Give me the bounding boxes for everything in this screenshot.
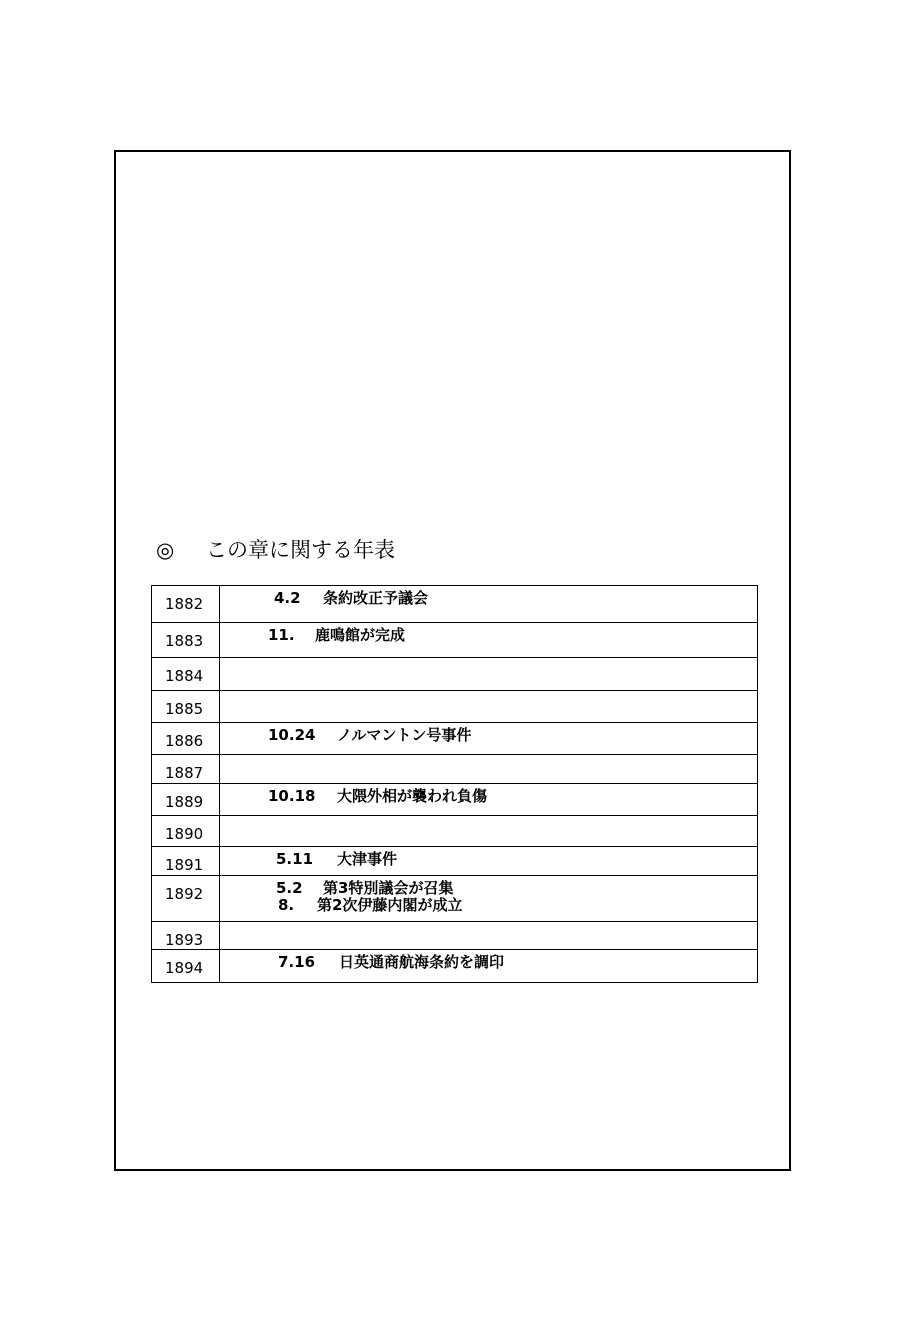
event-text: 条約改正予議会	[323, 589, 429, 607]
event-cell	[220, 876, 758, 922]
year-cell: 1889	[152, 784, 220, 816]
event-date: 10.24	[268, 726, 316, 744]
timeline-row	[152, 691, 758, 723]
event-line	[220, 788, 757, 805]
event-date: 4.2	[274, 589, 301, 607]
event-line	[220, 727, 757, 744]
event-line	[220, 880, 757, 897]
event-text: 日英通商航海条約を調印	[339, 953, 505, 971]
year-cell: 1882	[152, 586, 220, 623]
event-text: 第2次伊藤内閣が成立	[317, 896, 463, 914]
year-cell: 1886	[152, 723, 220, 755]
event-text: ノルマントン号事件	[337, 726, 472, 744]
timeline-row	[152, 876, 758, 922]
event-date: 10.18	[268, 787, 316, 805]
event-line	[220, 627, 757, 644]
event-text: 大津事件	[337, 850, 398, 868]
year-cell: 1891	[152, 847, 220, 876]
year-cell: 1885	[152, 691, 220, 723]
year-cell: 1887	[152, 755, 220, 784]
year-cell: 1894	[152, 950, 220, 983]
year-cell: 1883	[152, 623, 220, 658]
timeline-row	[152, 658, 758, 691]
event-cell	[220, 691, 758, 723]
event-text: 第3特別議会が召集	[323, 879, 454, 897]
event-line	[220, 851, 757, 868]
event-cell	[220, 950, 758, 983]
section-heading	[156, 535, 395, 565]
double-circle-mark: ◎	[156, 538, 175, 562]
timeline-row	[152, 950, 758, 983]
event-cell	[220, 755, 758, 784]
timeline-row	[152, 922, 758, 950]
year-cell: 1890	[152, 816, 220, 847]
event-date: 11.	[268, 626, 295, 644]
timeline-body	[152, 586, 758, 983]
heading-title: この章に関する年表	[206, 538, 395, 562]
event-line	[220, 897, 757, 914]
event-cell	[220, 816, 758, 847]
event-cell	[220, 784, 758, 816]
event-cell	[220, 723, 758, 755]
timeline-row	[152, 847, 758, 876]
event-cell	[220, 586, 758, 623]
event-text: 鹿鳴館が完成	[315, 626, 406, 644]
event-line	[220, 954, 757, 971]
event-line	[220, 590, 757, 607]
event-date: 5.11	[276, 850, 314, 868]
event-date: 5.2	[276, 879, 303, 897]
year-cell: 1893	[152, 922, 220, 950]
year-cell: 1892	[152, 876, 220, 922]
event-date: 7.16	[278, 953, 316, 971]
timeline-row	[152, 623, 758, 658]
event-cell	[220, 922, 758, 950]
timeline-row	[152, 784, 758, 816]
timeline-row	[152, 586, 758, 623]
event-text: 大隈外相が襲われ負傷	[337, 787, 488, 805]
timeline-row	[152, 755, 758, 784]
timeline-table	[151, 585, 758, 983]
year-cell: 1884	[152, 658, 220, 691]
timeline-row	[152, 816, 758, 847]
timeline-row	[152, 723, 758, 755]
event-cell	[220, 847, 758, 876]
event-cell	[220, 623, 758, 658]
event-date: 8.	[278, 896, 295, 914]
event-cell	[220, 658, 758, 691]
